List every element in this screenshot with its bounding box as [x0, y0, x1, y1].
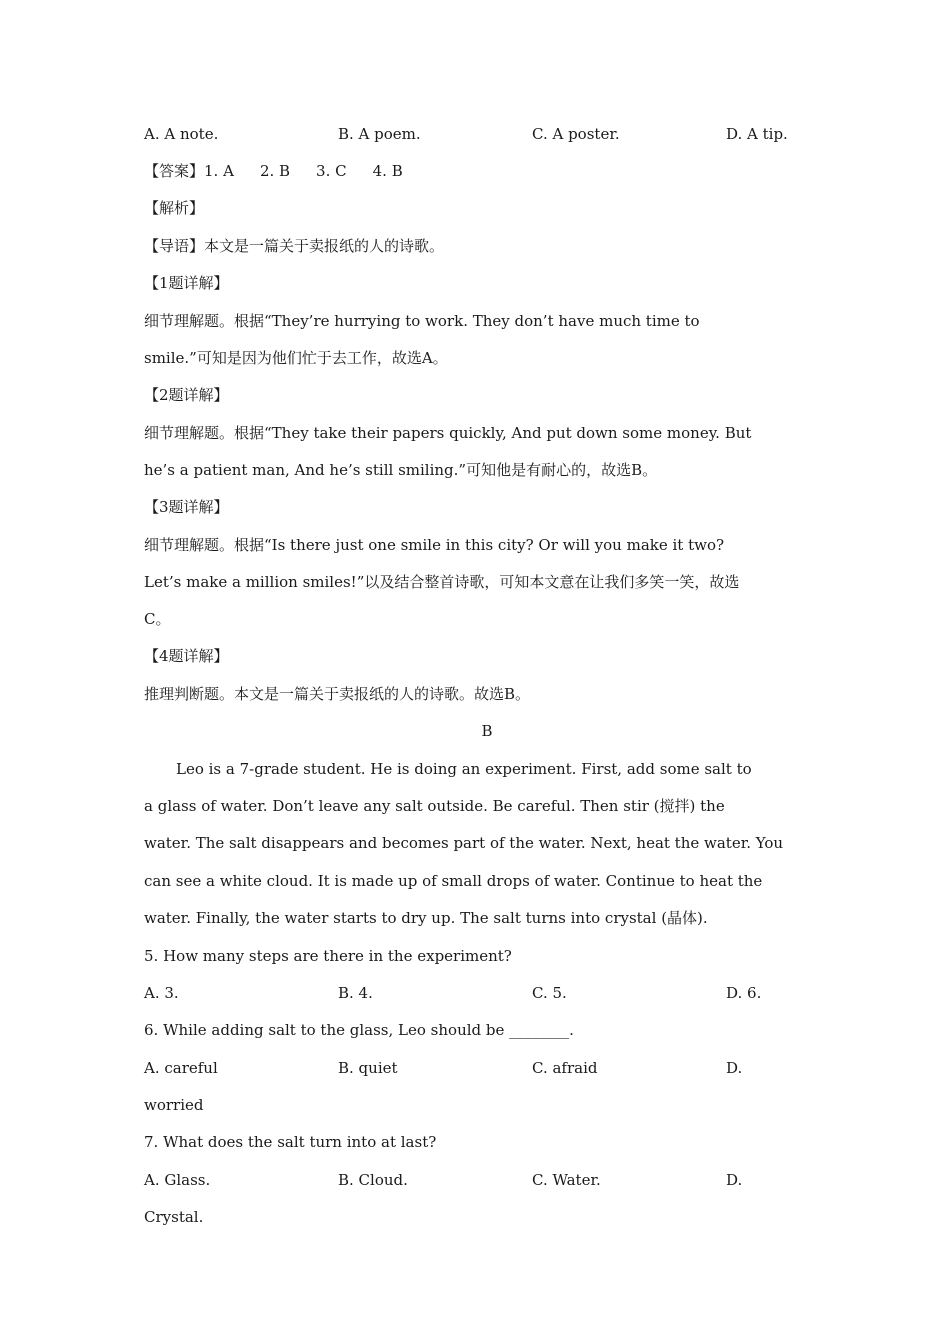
q4-options — [144, 122, 830, 146]
detail-4-head: 【4题详解】 — [144, 647, 229, 665]
answer-3: 3. C — [316, 162, 347, 180]
q7-option-a: A. Glass. — [144, 1171, 211, 1189]
q5-option-b: B. 4. — [338, 984, 373, 1002]
passage-line-5: water. Finally, the water starts to dry up. The salt turns into crystal (晶体). — [144, 909, 708, 927]
q5-option-c: C. 5. — [532, 984, 567, 1002]
detail-2-line-2: he’s a patient man, And he’s still smiling.”可知他是有耐心的，故选B。 — [144, 461, 658, 479]
passage-line-4: can see a white cloud. It is made up of small drops of water. Continue to heat the — [144, 872, 763, 890]
answer-label: 【答案】 — [144, 162, 205, 180]
q6-option-d-text: worried — [144, 1096, 204, 1114]
q7-option-d: D. — [726, 1171, 743, 1189]
q5-options — [144, 981, 830, 1005]
passage-line-1: Leo is a 7-grade student. He is doing an experiment. First, add some salt to — [176, 760, 752, 778]
q6-option-c: C. afraid — [532, 1059, 598, 1077]
detail-1-line-1: 细节理解题。根据“They’re hurrying to work. They don’t have much time to — [144, 312, 700, 330]
q7-option-c: C. Water. — [532, 1171, 601, 1189]
detail-1-line-2: smile.”可知是因为他们忙于去工作，故选A。 — [144, 349, 448, 367]
analysis-intro: 【导语】本文是一篇关于卖报纸的人的诗歌。 — [144, 237, 445, 255]
q6-option-b: B. quiet — [338, 1059, 398, 1077]
detail-2-head: 【2题详解】 — [144, 386, 229, 404]
q6-options — [144, 1056, 830, 1080]
answer-line — [144, 159, 830, 183]
detail-3-line-2: Let’s make a million smiles!”以及结合整首诗歌，可知本文意在让我们多笑一笑，故选 — [144, 573, 740, 591]
q7-option-b: B. Cloud. — [338, 1171, 408, 1189]
q6-option-d: D. — [726, 1059, 743, 1077]
detail-3-line-1: 细节理解题。根据“Is there just one smile in this city? Or will you make it two? — [144, 536, 725, 554]
q7-stem: 7. What does the salt turn into at last? — [144, 1133, 437, 1151]
detail-2-line-1: 细节理解题。根据“They take their papers quickly, And put down some money. But — [144, 424, 752, 442]
detail-3-line-3: C。 — [144, 610, 171, 628]
q4-option-d: D. A tip. — [726, 125, 788, 143]
detail-4-line-1: 推理判断题。本文是一篇关于卖报纸的人的诗歌。故选B。 — [144, 685, 531, 703]
q5-option-d: D. 6. — [726, 984, 762, 1002]
detail-1-head: 【1题详解】 — [144, 274, 229, 292]
q4-option-c: C. A poster. — [532, 125, 620, 143]
detail-3-head: 【3题详解】 — [144, 498, 229, 516]
q7-options — [144, 1168, 830, 1192]
q6-option-a: A. careful — [144, 1059, 218, 1077]
analysis-title: 【解析】 — [144, 199, 205, 217]
passage-line-2: a glass of water. Don’t leave any salt outside. Be careful. Then stir (搅拌) the — [144, 797, 725, 815]
answer-2: 2. B — [259, 162, 291, 180]
q6-stem: 6. While adding salt to the glass, Leo should be ________. — [144, 1021, 574, 1039]
passage-line-3: water. The salt disappears and becomes part of the water. Next, heat the water. You — [144, 834, 784, 852]
q4-option-a: A. A note. — [144, 125, 219, 143]
q4-option-b: B. A poem. — [338, 125, 421, 143]
q5-stem: 5. How many steps are there in the experiment? — [144, 947, 512, 965]
answer-1: 1. A — [204, 162, 234, 180]
q5-option-a: A. 3. — [144, 984, 179, 1002]
q7-option-d-text: Crystal. — [144, 1208, 204, 1226]
section-b-heading: B — [481, 722, 493, 740]
answer-4: 4. B — [372, 162, 403, 180]
